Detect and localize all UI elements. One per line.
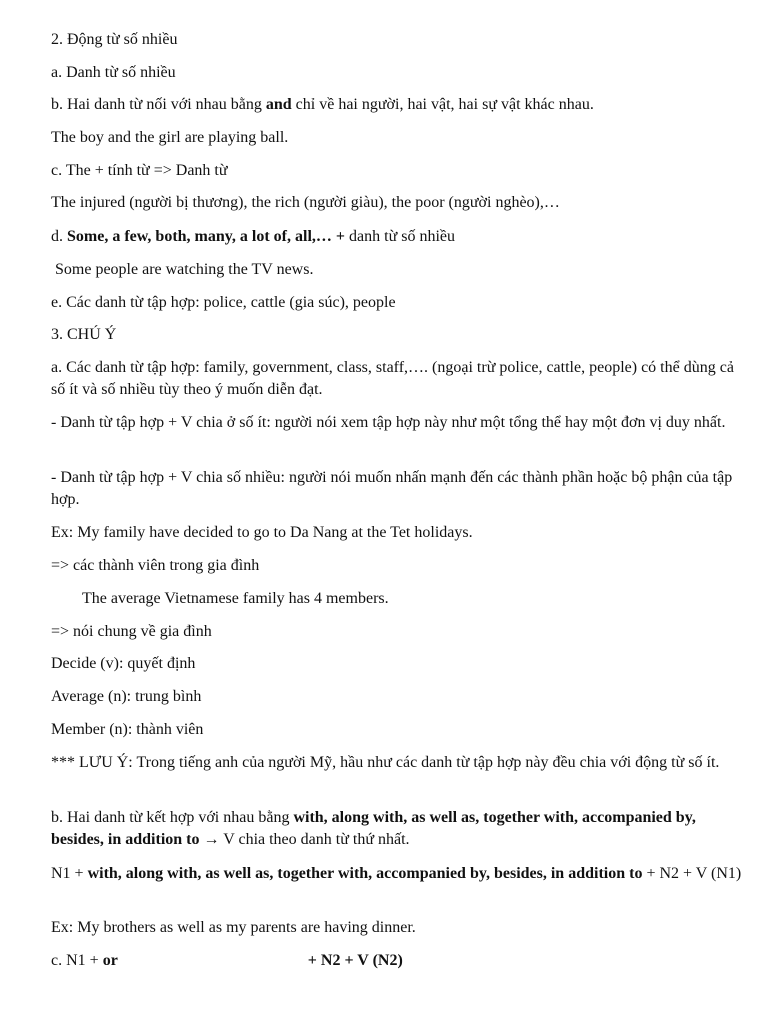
vocab-member: Member (n): thành viên <box>51 721 204 738</box>
note-american-english: *** LƯU Ý: Trong tiếng anh của người Mỹ, hầu như các danh từ tập hợp này đều chia với động từ số ít. <box>51 754 720 771</box>
example-injured-rich-poor: The injured (người bị thương), the rich (người giàu), the poor (người nghèo),… <box>51 194 560 211</box>
section-b-and <box>51 94 751 116</box>
arrow-right-icon: → <box>203 831 220 848</box>
note-plural-verb: - Danh từ tập hợp + V chia số nhiều: người nói muốn nhấn mạnh đến các thành phần hoặc bộ phận của tập hợp. <box>51 469 733 508</box>
text-run: b. Hai danh từ kết hợp với nhau bằng <box>51 809 294 826</box>
bold-or: or <box>102 952 118 969</box>
rule-b-with-along-with <box>51 807 751 851</box>
text-run: c. N1 + <box>51 952 103 969</box>
bold-and: and <box>265 96 292 113</box>
example-family-decided: Ex: My family have decided to go to Da Nang at the Tet holidays. <box>51 524 473 541</box>
text-run: b. Hai danh từ nối với nhau bằng <box>51 96 266 113</box>
text-run: chỉ về hai người, hai vật, hai sự vật khác nhau. <box>291 96 594 113</box>
note-singular-verb: - Danh từ tập hợp + V chia ở số ít: người nói xem tập hợp này như một tổng thể hay một đơn vị duy nhất. <box>51 414 726 431</box>
bold-connectors: with, along with, as well as, together with, accompanied by, besides, in addition to <box>51 809 696 848</box>
note-a-collective: a. Các danh từ tập hợp: family, government, class, staff,…. (ngoại trừ police, cattle, people) có thể dùng cả số ít và số nhiều tùy theo ý muốn diễn đạt. <box>51 359 734 398</box>
formula-n1-with-n2 <box>51 863 751 885</box>
section-d-quantifiers <box>51 226 751 248</box>
example-boy-girl: The boy and the girl are playing ball. <box>51 129 289 146</box>
section-a-plural-noun: a. Danh từ số nhiều <box>51 64 176 81</box>
section-e-collective: e. Các danh từ tập hợp: police, cattle (gia súc), people <box>51 294 396 311</box>
section-c-the-adjective: c. The + tính từ => Danh từ <box>51 162 228 179</box>
text-run: danh từ số nhiều <box>345 228 456 245</box>
bold-quantifiers: Some, a few, both, many, a lot of, all,… + <box>67 228 346 245</box>
text-run: V chia theo danh từ thứ nhất. <box>219 831 410 848</box>
explanation-family-members: => các thành viên trong gia đình <box>51 557 260 574</box>
heading-plural-verb: 2. Động từ số nhiều <box>51 31 178 48</box>
example-average-family: The average Vietnamese family has 4 members. <box>82 590 389 607</box>
bold-connectors: with, along with, as well as, together with, accompanied by, besides, in addition to <box>87 865 643 882</box>
vocab-decide: Decide (v): quyết định <box>51 655 196 672</box>
text-run: N1 + <box>51 865 88 882</box>
explanation-family-general: => nói chung về gia đình <box>51 623 212 640</box>
rule-c-or <box>51 950 751 972</box>
bold-n2-verb: + N2 + V (N2) <box>307 952 403 969</box>
heading-note: 3. CHÚ Ý <box>51 326 117 343</box>
example-brothers-parents: Ex: My brothers as well as my parents are having dinner. <box>51 919 416 936</box>
example-some-people: Some people are watching the TV news. <box>55 261 314 278</box>
vocab-average: Average (n): trung bình <box>51 688 202 705</box>
text-run: d. <box>51 228 67 245</box>
text-run: + N2 + V (N1) <box>642 865 742 882</box>
